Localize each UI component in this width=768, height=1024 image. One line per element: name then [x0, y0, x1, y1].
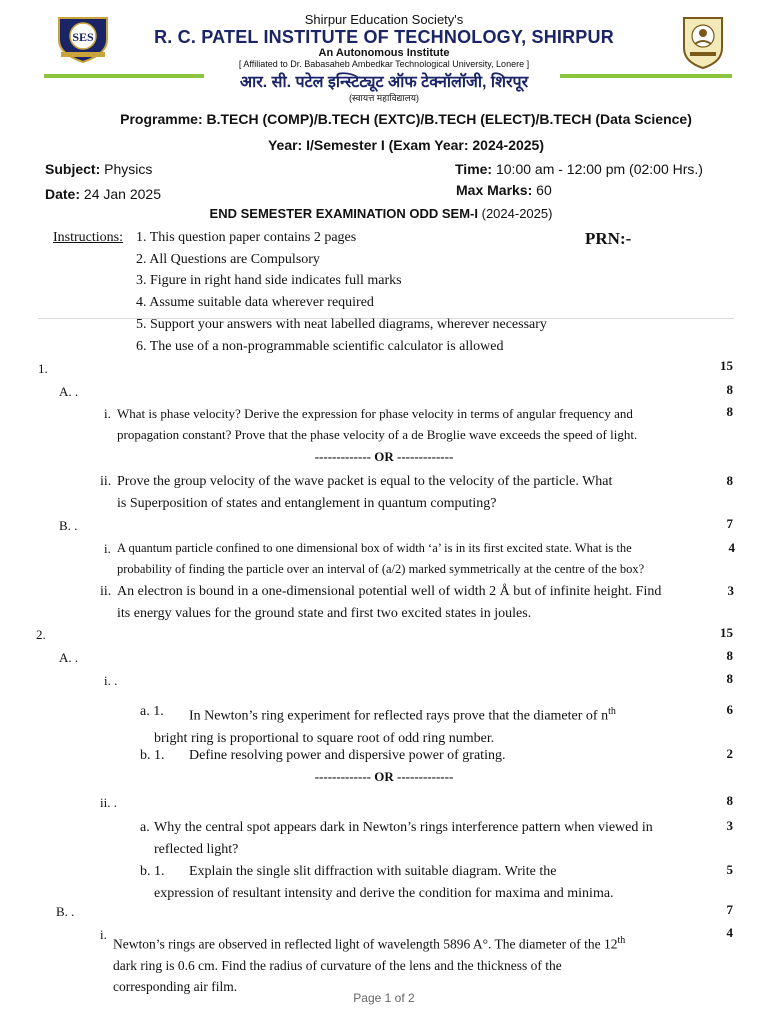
subquestion-marks: 8: [726, 648, 733, 663]
subquestion-label: B. .: [56, 904, 75, 919]
subject-value: Physics: [104, 161, 153, 177]
max-marks-label: Max Marks:: [456, 182, 533, 198]
question-text-line: Prove the group velocity of the wave packet is equal to the velocity of the particle. What: [117, 474, 613, 489]
question-text-line: reflected light?: [154, 842, 239, 857]
question-text: [117, 538, 717, 580]
item-marks: 4: [726, 925, 733, 940]
subquestion-label: A. .: [59, 384, 79, 399]
superscript: th: [617, 935, 626, 946]
question-marks: 15: [720, 625, 733, 640]
time-label: Time:: [455, 161, 493, 177]
part-number: i.: [104, 541, 111, 556]
instruction-item: 4. Assume suitable data wherever required: [136, 295, 374, 310]
superscript: th: [608, 706, 616, 717]
part-marks: 3: [727, 583, 734, 598]
question-text-line: dark ring is 0.6 cm. Find the radius of curvature of the lens and the thickness of the: [113, 957, 562, 973]
part-marks: 8: [726, 404, 733, 419]
date-label: Date:: [45, 186, 81, 202]
question-text-line: propagation constant? Prove that the phase velocity of a de Broglie wave exceeds the speed of light.: [117, 427, 638, 442]
part-marks: 8: [726, 473, 733, 488]
institute-name: R. C. PATEL INSTITUTE OF TECHNOLOGY, SHIRPUR: [154, 27, 614, 47]
date-value: 24 Jan 2025: [83, 186, 161, 202]
question-text: [154, 701, 714, 750]
subquestion-marks: 7: [726, 516, 733, 531]
question-text-line: its energy values for the ground state and first two excited states in joules.: [117, 606, 532, 621]
question-text-line: expression of resultant intensity and derive the condition for maxima and minima.: [154, 886, 614, 901]
instruction-item: 5. Support your answers with neat labelled diagrams, wherever necessary: [136, 317, 547, 332]
question-text-line: probability of finding the particle over an interval of (a/2) marked symmetrically at the centre of the box?: [117, 562, 645, 576]
exam-title-year: (2024-2025): [481, 206, 553, 221]
part-marks: 4: [728, 540, 735, 555]
question-text-line: Explain the single slit diffraction with suitable diagram. Write the: [189, 864, 557, 879]
year-line: Year: I/Semester I (Exam Year: 2024-2025): [267, 137, 545, 153]
subject-line: [45, 161, 152, 177]
subquestion-label: B. .: [59, 518, 78, 533]
question-text-line: bright ring is proportional to square root of odd ring number.: [154, 730, 495, 746]
ses-logo-text: SES: [72, 30, 94, 44]
part-label: i. .: [104, 673, 118, 688]
question-text: [117, 471, 697, 515]
autonomous-label-hindi: (स्वायत्त महाविद्यालय): [349, 93, 419, 103]
question-number: 2.: [36, 627, 46, 642]
subquestion-marks: 7: [726, 902, 733, 917]
or-separator: ------------- OR -------------: [314, 769, 454, 784]
item-marks: 2: [726, 746, 733, 761]
instruction-item: 6. The use of a non-programmable scientific calculator is allowed: [136, 339, 504, 354]
page-number: Page 1 of 2: [353, 991, 415, 1005]
exam-title-main: END SEMESTER EXAMINATION ODD SEM-I: [209, 206, 478, 221]
part-marks: 8: [726, 793, 733, 808]
part-label: ii. .: [100, 795, 117, 810]
item-marks: 5: [726, 862, 733, 877]
question-text: [117, 403, 697, 445]
time-value: 10:00 am - 12:00 pm (02:00 Hrs.): [495, 161, 703, 177]
question-marks: 15: [720, 358, 733, 373]
question-text-line: In Newton’s ring experiment for reflected rays prove that the diameter of n: [189, 708, 609, 724]
question-text: [154, 817, 714, 861]
item-marks: 3: [726, 818, 733, 833]
item-number: a. 1.: [140, 704, 164, 719]
date-line: [45, 186, 161, 202]
part-marks: 8: [726, 671, 733, 686]
question-text-line: What is phase velocity? Derive the expression for phase velocity in terms of angular frequency and: [117, 406, 633, 421]
subquestion-label: A. .: [59, 650, 79, 665]
autonomous-label: An Autonomous Institute: [318, 47, 450, 59]
exam-title: [0, 206, 762, 221]
question-number: 1.: [38, 361, 48, 376]
society-name: Shirpur Education Society's: [304, 12, 464, 27]
question-text-line: corresponding air film.: [113, 978, 238, 994]
question-text: [154, 861, 714, 905]
part-number: ii.: [100, 474, 112, 489]
instruction-item: 3. Figure in right hand side indicates full marks: [136, 273, 402, 288]
question-text: [113, 930, 713, 997]
question-text-line: Why the central spot appears dark in Newton’s rings interference pattern when viewed in: [154, 820, 653, 835]
institute-name-hindi: आर. सी. पटेल इन्स्टिट्यूट ऑफ टेक्नॉलॉजी, शिरपूर: [239, 74, 529, 91]
item-number: a.: [140, 820, 150, 835]
instructions-label: Instructions:: [53, 230, 123, 245]
subject-label: Subject:: [45, 161, 101, 177]
item-marks: 6: [726, 702, 733, 717]
or-separator: ------------- OR -------------: [314, 449, 454, 464]
prn-field: PRN:-: [585, 229, 632, 248]
item-number: b. 1.: [140, 748, 165, 763]
question-text-line: An electron is bound in a one-dimensional potential well of width 2 Å but of infinite height. Find: [117, 584, 662, 599]
max-marks-value: 60: [536, 182, 552, 198]
question-text-line: A quantum particle confined to one dimensional box of width ‘a’ is in its first excited state. What is the: [117, 541, 632, 555]
time-line: [455, 161, 703, 177]
instruction-item: 1. This question paper contains 2 pages: [136, 230, 357, 245]
instruction-item: 2. All Questions are Compulsory: [136, 252, 320, 267]
part-number: i.: [100, 927, 107, 942]
question-text: [117, 581, 723, 625]
programme-line: Programme: B.TECH (COMP)/B.TECH (EXTC)/B.TECH (ELECT)/B.TECH (Data Science): [120, 111, 692, 127]
part-number: i.: [104, 406, 111, 421]
item-number: b. 1.: [140, 864, 165, 879]
question-text-line: is Superposition of states and entanglement in quantum computing?: [117, 496, 497, 511]
question-text: Define resolving power and dispersive power of grating.: [189, 748, 506, 763]
question-text-line: Newton’s rings are observed in reflected light of wavelength 5896 A°. The diameter of the 12: [113, 936, 618, 952]
part-number: ii.: [100, 584, 112, 599]
rcpit-emblem: [680, 14, 726, 70]
max-marks-line: [456, 182, 552, 198]
subquestion-marks: 8: [726, 382, 733, 397]
affiliation-text: [ Affiliated to Dr. Babasaheb Ambedkar Technological University, Lonere ]: [238, 59, 530, 69]
